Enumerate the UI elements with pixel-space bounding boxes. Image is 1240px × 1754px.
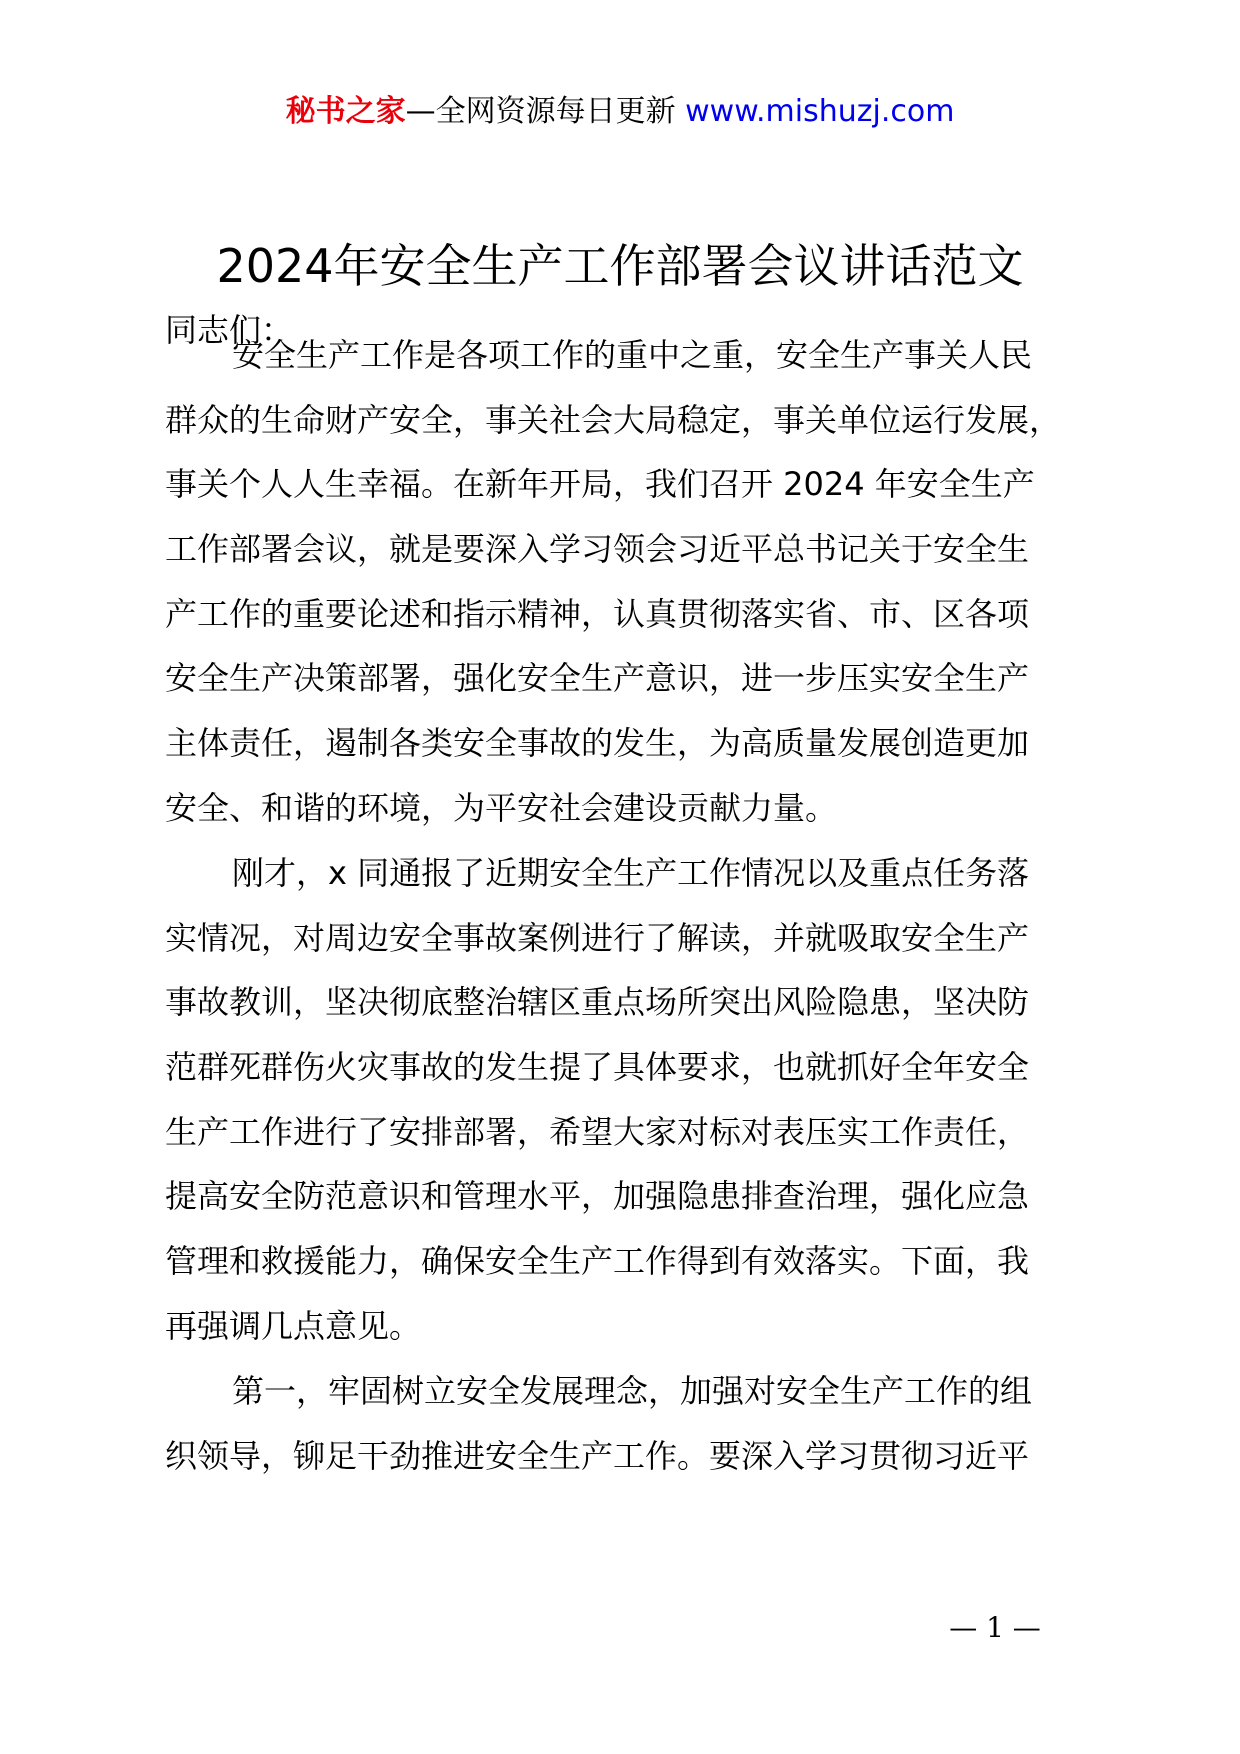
text-line: 主体责任，遏制各类安全事故的发生，为高质量发展创造更加 [165, 724, 1030, 763]
page-number: — 1 — [949, 1611, 1041, 1644]
site-header [0, 92, 1240, 132]
header-tagline: —全网资源每日更新 [405, 94, 686, 129]
salutation: 同志们： [165, 311, 294, 349]
text-line: 织领导，铆足干劲推进安全生产工作。要深入学习贯彻习近平 [165, 1436, 1030, 1475]
text-line: 安全、和谐的环境，为平安社会建设贡献力量。 [165, 788, 838, 827]
text-line: 再强调几点意见。 [165, 1306, 422, 1345]
body-paragraph-1 [165, 323, 1125, 841]
text-line: 第一，牢固树立安全发展理念，加强对安全生产工作的组 [232, 1372, 1033, 1410]
text-line: 范群死群伤火灾事故的发生提了具体要求，也就抓好全年安全 [165, 1048, 1030, 1087]
brand-name: 秘书之家 [285, 94, 406, 129]
body-paragraph-3 [165, 1359, 1125, 1488]
text-line: 群众的生命财产安全，事关社会大局稳定，事关单位运行发展， [165, 400, 1062, 439]
text-line: 生产工作进行了安排部署，希望大家对标对表压实工作责任， [165, 1112, 1030, 1151]
document-title: 2024年安全生产工作部署会议讲话范文 [216, 239, 1024, 293]
text-line: 管理和救援能力，确保安全生产工作得到有效落实。下面，我 [165, 1242, 1030, 1281]
text-line: 实情况，对周边安全事故案例进行了解读，并就吸取安全生产 [165, 918, 1030, 957]
text-line: 产工作的重要论述和指示精神，认真贯彻落实省、市、区各项 [165, 594, 1030, 633]
text-line: 事故教训，坚决彻底整治辖区重点场所突出风险隐患，坚决防 [165, 983, 1030, 1022]
text-line: 事关个人人生幸福。在新年开局，我们召开 2024 年安全生产 [165, 465, 1035, 504]
text-line: 安全生产决策部署，强化安全生产意识，进一步压实安全生产 [165, 659, 1030, 698]
body-paragraph-2 [165, 841, 1125, 1359]
site-url-link[interactable]: www.mishuzj.com [685, 94, 955, 129]
text-line: 提高安全防范意识和管理水平，加强隐患排查治理，强化应急 [165, 1177, 1030, 1216]
text-line: 工作部署会议，就是要深入学习领会习近平总书记关于安全生 [165, 530, 1030, 569]
text-line: 刚才，x 同通报了近期安全生产工作情况以及重点任务落 [232, 854, 1030, 892]
text-line: 安全生产工作是各项工作的重中之重，安全生产事关人民 [232, 336, 1033, 374]
